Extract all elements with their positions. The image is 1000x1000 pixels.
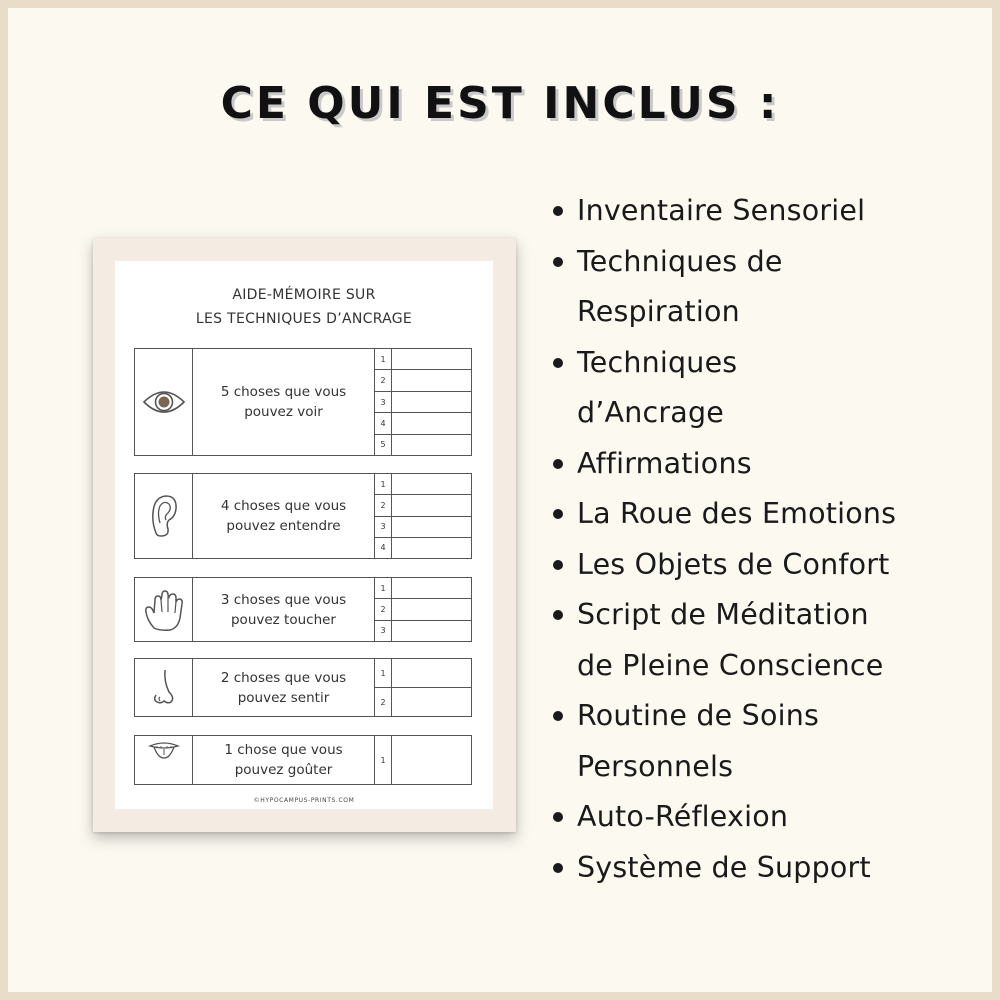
- list-item: Les Objets de Confort: [550, 540, 990, 591]
- write-line[interactable]: [375, 349, 471, 370]
- write-line[interactable]: [375, 495, 471, 516]
- sense-label-line1: 5 choses que vous: [220, 384, 347, 400]
- write-line[interactable]: [375, 392, 471, 413]
- bullet-icon: [553, 358, 563, 368]
- bullet-icon: [553, 610, 563, 620]
- worksheet-title-line2: LES TECHNIQUES D’ANCRAGE: [195, 311, 413, 327]
- sense-label-line1: 1 chose que vous: [224, 742, 343, 758]
- list-item: La Roue des Emotions: [550, 489, 990, 540]
- line-number: 1: [375, 578, 392, 598]
- headline: CE QUI EST INCLUS :: [220, 78, 780, 129]
- bullet-icon: [553, 509, 563, 519]
- write-line[interactable]: [375, 474, 471, 495]
- sense-label-line1: 3 choses que vous: [220, 591, 347, 608]
- write-line[interactable]: [375, 370, 471, 391]
- line-number: 2: [375, 599, 392, 619]
- bullet-icon: [553, 459, 563, 469]
- line-number: 1: [375, 474, 392, 494]
- list-item: Script de Méditation de Pleine Conscience: [550, 590, 990, 691]
- worksheet-paper: [115, 261, 493, 809]
- bullet-icon: [553, 206, 563, 216]
- bullet-icon: [553, 560, 563, 570]
- write-line[interactable]: [375, 538, 471, 558]
- line-number: 1: [375, 736, 392, 784]
- write-line[interactable]: [375, 599, 471, 620]
- line-number: 4: [375, 538, 392, 558]
- write-line[interactable]: [375, 659, 471, 688]
- sense-label-line1: 2 choses que vous: [220, 669, 347, 686]
- sense-label-line2: pouvez goûter: [234, 762, 333, 778]
- bullet-icon: [553, 863, 563, 873]
- line-number: 2: [375, 370, 392, 390]
- list-item: Inventaire Sensoriel: [550, 186, 990, 237]
- line-number: 3: [375, 517, 392, 537]
- bullet-icon: [553, 711, 563, 721]
- eye-icon: [141, 385, 187, 419]
- list-item: Affirmations: [550, 439, 990, 490]
- list-item: Techniques d’Ancrage: [550, 338, 990, 439]
- worksheet-preview: [93, 238, 516, 832]
- line-number: 3: [375, 621, 392, 641]
- sense-label-line1: 4 choses que vous: [220, 498, 347, 514]
- write-line[interactable]: [375, 578, 471, 599]
- list-item: Système de Support: [550, 843, 990, 894]
- write-line[interactable]: [375, 413, 471, 434]
- sense-label-line2: pouvez toucher: [230, 611, 336, 628]
- bullet-icon: [553, 812, 563, 822]
- line-number: 3: [375, 392, 392, 412]
- list-item: Auto-Réflexion: [550, 792, 990, 843]
- hand-icon: [142, 588, 186, 632]
- sense-row-taste: [134, 735, 472, 785]
- nose-icon: [147, 668, 181, 708]
- ear-icon: [148, 493, 180, 539]
- included-list: [550, 186, 990, 893]
- line-number: 2: [375, 495, 392, 515]
- worksheet-title-line1: AIDE-MÉMOIRE SUR: [232, 287, 376, 303]
- sense-label-line2: pouvez entendre: [226, 518, 341, 534]
- write-line[interactable]: [375, 517, 471, 538]
- sense-row-smell: [134, 658, 472, 717]
- sense-row-see: [134, 348, 472, 456]
- bullet-icon: [553, 257, 563, 267]
- worksheet-copyright: ©HYPOCAMPUS-PRINTS.COM: [253, 797, 355, 804]
- line-number: 4: [375, 413, 392, 433]
- sense-row-touch: [134, 577, 472, 642]
- write-line[interactable]: [375, 688, 471, 716]
- sense-label-line2: pouvez sentir: [237, 689, 330, 706]
- write-line[interactable]: [375, 736, 471, 784]
- line-number: 1: [375, 659, 392, 687]
- write-line[interactable]: [375, 435, 471, 455]
- sense-row-hear: [134, 473, 472, 559]
- write-line[interactable]: [375, 621, 471, 641]
- list-item: Techniques de Respiration: [550, 237, 990, 338]
- line-number: 2: [375, 688, 392, 716]
- list-item: Routine de Soins Personnels: [550, 691, 990, 792]
- line-number: 1: [375, 349, 392, 369]
- mouth-icon: [148, 740, 180, 760]
- line-number: 5: [375, 435, 392, 455]
- sense-label-line2: pouvez voir: [244, 404, 323, 420]
